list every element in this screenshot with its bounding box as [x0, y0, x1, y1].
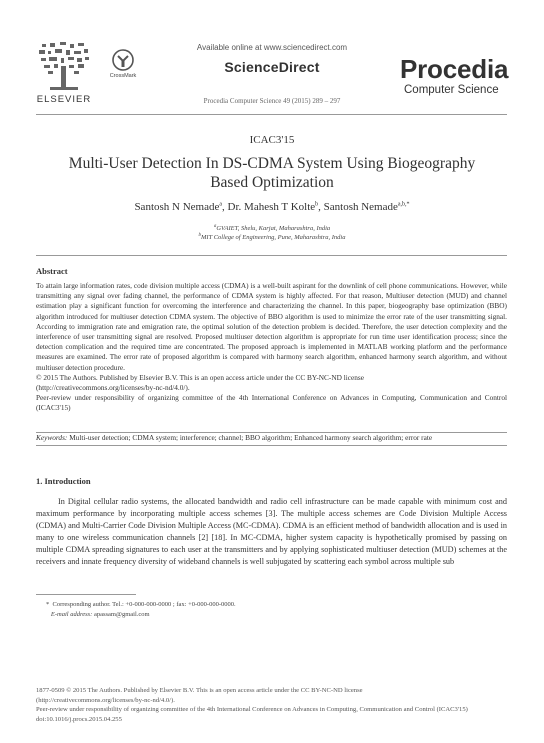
affiliation-sup: a — [213, 224, 217, 229]
keywords-bottom-rule — [36, 445, 507, 446]
sciencedirect-logo: ScienceDirect — [224, 59, 320, 75]
conference-label: ICAC3'15 — [249, 134, 295, 146]
footnote-email[interactable]: apassam@gmail.com — [93, 610, 150, 618]
footer-license-link[interactable]: (http://creativecommons.org/licenses/by-nc-nd/4.0/). — [36, 696, 175, 704]
author-sup: a — [219, 201, 223, 208]
author-name: Santosh Nemade — [323, 201, 398, 213]
author-sup: b — [315, 201, 319, 208]
abstract-license-link[interactable]: (http://creativecommons.org/licenses/by-nc-nd/4.0/). — [36, 383, 190, 393]
footnote-marker: * — [46, 601, 50, 608]
affiliation-b — [0, 233, 544, 241]
abstract-heading: Abstract — [36, 266, 68, 276]
journal-reference: Procedia Computer Science 49 (2015) 289 – 297 — [203, 97, 341, 105]
author-list: Santosh N Nemade$^a$, Dr. Mahesh T Kolte$^b$, Santosh Nemade$^{a,b,*}$ — [134, 201, 410, 213]
article-title — [40, 154, 504, 192]
footnote-corresponding: Corresponding author. Tel.: +0-000-000-0000 ; fax: +0-000-000-0000. — [52, 601, 236, 608]
available-online-text: Available online at www.sciencedirect.com — [196, 43, 348, 52]
footnote-email-label: E-mail address: — [50, 610, 93, 618]
footer-doi[interactable]: doi:10.1016/j.procs.2015.04.255 — [36, 715, 122, 723]
abstract-top-rule — [36, 255, 507, 256]
procedia-brand: Procedia — [400, 54, 509, 84]
procedia-subtitle: Computer Science — [404, 84, 499, 96]
introduction-paragraph: In Digital cellular radio systems, the allocated bandwidth and radio cell infrastructure can be made capable with minimum cost and maximum performance by incorporating multiple access schemes [3]. The multiple access schemes are Code Division Multiple Access (CDMA) and Multi-Carrier Code Division Multiple Access (MC-CDMA). CDMA is an efficient method of bandwidth allocation and is used in many to one wireless communication channels [2] [18]. In MC-CDMA, higher system capacity is hypothetically promised by passing on multiple CDMA spreading signatures to each user at the transmitters and by applying sophisticated multiuser detection (MUD) schemes at the receivers and innate frequency diversity of wideband channels is well subjugated by scattering each symbol across multiple sub — [36, 497, 507, 567]
header-divider — [36, 114, 507, 115]
affiliation-sup: b — [198, 233, 201, 238]
keywords-text: Multi-user detection; CDMA system; interference; channel; BBO algorithm; Enhanced harmony search algorithm; error rate — [69, 433, 433, 442]
footer-copyright: 1877-0509 © 2015 The Authors. Published by Elsevier B.V. This is an open access article under the CC BY-NC-ND license — [36, 687, 363, 694]
affiliation-text: GVAIET, Shelu, Karjat, Maharashtra, India — [216, 225, 331, 233]
author-sup: a,b,* — [397, 201, 410, 208]
elsevier-wordmark: ELSEVIER — [36, 94, 92, 105]
footnote — [46, 600, 486, 619]
affiliation-a — [0, 224, 544, 232]
keywords-line — [36, 433, 507, 443]
title-line-1: Multi-User Detection In DS-CDMA System Using Biogeography — [68, 155, 476, 172]
author-name: Santosh N Nemade — [134, 201, 220, 213]
page-footer — [36, 686, 507, 724]
title-line-2: Based Optimization — [210, 174, 334, 191]
author-name: Dr. Mahesh T Kolte — [227, 201, 316, 213]
abstract-text: To attain large information rates, code division multiple access (CDMA) is a well-built aspirant for the downlink of cell phone communications. However, while transmitting any signal over fading channel, the performance of CDMA system is highly affected. For that reason, Multiuser detection (MUD) and channel estimation play a significant function for overcoming the interference and characterizing the channel. In this paper, biogeography base optimization (BBO) algorithm introduced for multiuser detection CDMA system. The objective of BBO algorithm is used to minimize the error rate of the user transmitting signal. According to immigration rate and emigration rate, the optimal solution of the detection problem is decided. Therefore, the user detection complexity and the interference of user transmitting signal are resolved. Proposed multiuser detection algorithm is appropriate for run time user identification process; since the detection complication and the required time are concentrated. The proposed approach is implemented in MATLAB working platform and the performance measures are examined. The error rate of proposed algorithm is compared with harmony search algorithm, enhanced harmony search algorithm, and without multiuser detection procedure. — [36, 281, 507, 372]
keywords-label: Keywords: — [36, 433, 68, 442]
section-heading-introduction: 1. Introduction — [36, 476, 91, 486]
affiliation-text: MIT College of Engineering, Pune, Maharashtra, India — [201, 234, 346, 242]
crossmark-label: CrossMark — [109, 73, 137, 79]
footer-peer-review: Peer-review under responsibility of organizing committee of the 4th International Conference on Advances in Computing, Communication and Control (ICAC3'15) — [36, 706, 468, 714]
abstract-body — [36, 281, 507, 414]
abstract-copyright: © 2015 The Authors. Published by Elsevier B.V. This is an open access article under the CC BY-NC-ND license — [36, 372, 364, 382]
abstract-peer-review: Peer-review under responsibility of organizing committee of the 4th International Conference on Advances in Computing, Communication and Control (ICAC3'15) — [36, 393, 507, 413]
footnote-rule — [36, 594, 136, 595]
